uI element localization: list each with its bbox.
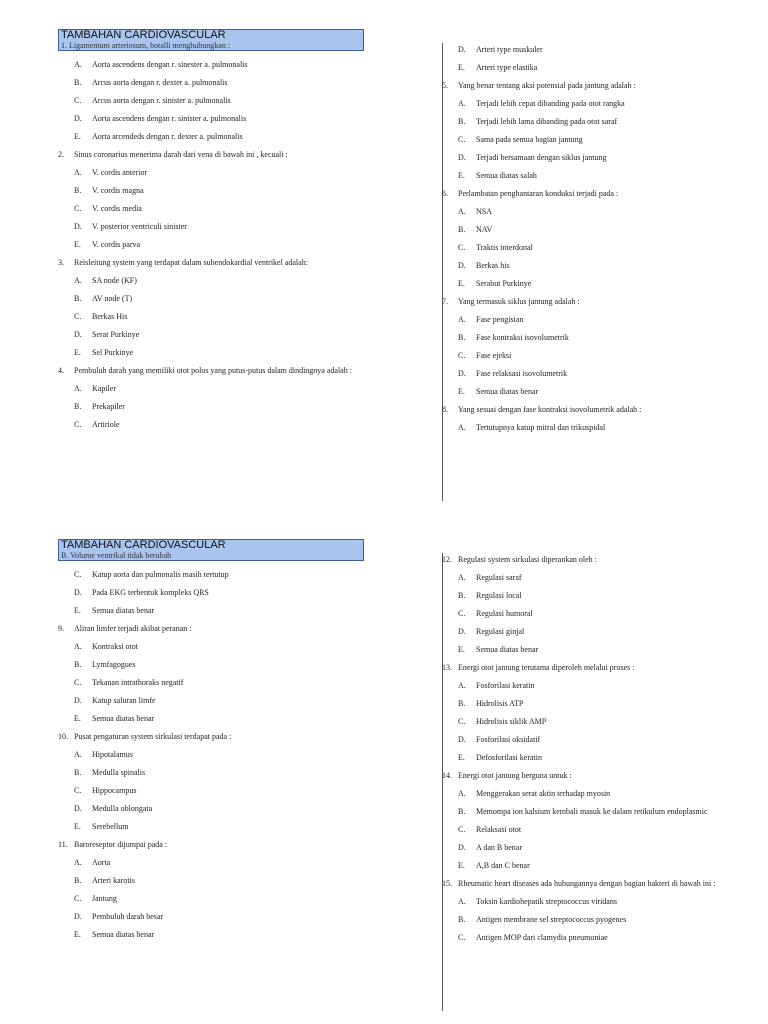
question-number: 10. [58, 732, 68, 741]
question-text: Energi otot jantung berguna untuk : [458, 771, 572, 780]
option-text: V. cordis media [92, 204, 142, 213]
option-text: Arteri type muskuler [476, 45, 543, 54]
option-text: Sel Purkinye [92, 348, 134, 357]
option-letter: B. [74, 768, 82, 777]
question-text: Pusat pengaturan system sirkulasi terdapat pada : [74, 732, 232, 741]
option-text: Fosforilasi oksidatif [476, 735, 541, 744]
question-text: Yang benar tentang aksi potensial pada jantung adalah : [458, 81, 636, 90]
question-text: Baroreseptor dijumpai pada : [74, 840, 168, 849]
answer-option [442, 803, 762, 821]
option-letter: A. [74, 858, 82, 867]
question-stem [442, 401, 762, 419]
option-text: Antigen MOP dari clamydia pneumoniae [476, 933, 608, 942]
answer-option [58, 566, 378, 584]
option-letter: C. [74, 894, 82, 903]
option-text: Berkas his [476, 261, 510, 270]
answer-option [58, 692, 378, 710]
option-letter: A. [458, 573, 466, 582]
option-letter: C. [74, 204, 82, 213]
option-text: Serat Purkinye [92, 330, 140, 339]
answer-option [58, 416, 378, 434]
answer-option [58, 272, 378, 290]
option-text: Pada EKG terbentuk kompleks QRS [92, 588, 209, 597]
answer-option [58, 236, 378, 254]
option-text: Tekanan intrathoraks negatif [92, 678, 184, 687]
option-letter: A. [74, 60, 82, 69]
option-letter: A. [458, 423, 466, 432]
option-letter: D. [74, 696, 82, 705]
option-text: Regulasi humoral [476, 609, 533, 618]
answer-option [442, 311, 762, 329]
answer-option [58, 872, 378, 890]
option-text: Arteri type elastika [476, 63, 538, 72]
answer-option [442, 695, 762, 713]
question-text: Rheumatic heart diseases ada hubungannya dengan bagian bakteri di bawah ini : [458, 879, 716, 888]
answer-option [442, 95, 762, 113]
left-column [58, 56, 378, 434]
option-text: Semua diatas benar [476, 387, 539, 396]
answer-option [442, 605, 762, 623]
option-letter: D. [458, 735, 466, 744]
question-stem [442, 875, 762, 893]
option-letter: D. [458, 627, 466, 636]
answer-option [442, 749, 762, 767]
question-stem [442, 659, 762, 677]
answer-option [58, 602, 378, 620]
answer-option [58, 710, 378, 728]
option-text: Kapiler [92, 384, 116, 393]
answer-option [442, 893, 762, 911]
option-text: Sama pada semua bagian jantung [476, 135, 583, 144]
answer-option [442, 167, 762, 185]
option-text: SA node (KF) [92, 276, 137, 285]
option-text: A dan B benar [476, 843, 522, 852]
question-stem [58, 146, 378, 164]
option-letter: C. [458, 609, 466, 618]
answer-option [58, 380, 378, 398]
question-stem [442, 767, 762, 785]
answer-option [58, 638, 378, 656]
option-letter: B. [458, 225, 466, 234]
option-letter: B. [74, 402, 82, 411]
answer-option [442, 713, 762, 731]
question-number: 2. [58, 150, 64, 159]
question-text: Reisleitung system yang terdapat dalam subendokardial ventrikel adalah: [74, 258, 308, 267]
answer-option [442, 911, 762, 929]
answer-option [442, 239, 762, 257]
option-letter: E. [74, 606, 81, 615]
option-letter: C. [74, 570, 82, 579]
answer-option [442, 347, 762, 365]
option-text: Hidrolisis ATP [476, 699, 524, 708]
option-letter: A. [458, 207, 466, 216]
option-letter: B. [74, 186, 82, 195]
option-text: Menggerakan serat aktin terhadap myosin [476, 789, 611, 798]
option-letter: A. [458, 315, 466, 324]
option-letter: B. [74, 876, 82, 885]
right-column [442, 551, 762, 947]
option-letter: B. [458, 915, 466, 924]
question-number: 7. [442, 297, 448, 306]
question-stem [442, 551, 762, 569]
question-text: Sinus coronarius menerima darah dari vena di bawah ini , kecuali : [74, 150, 288, 159]
question-stem [58, 362, 378, 380]
question-text: Regulasi system sirkulasi diperankan oleh : [458, 555, 597, 564]
question-text: Aliran limfer terjadi akibat peranan : [74, 624, 192, 633]
option-letter: D. [74, 588, 82, 597]
question-stem [442, 77, 762, 95]
option-letter: C. [458, 351, 466, 360]
option-letter: D. [74, 222, 82, 231]
question-stem [58, 620, 378, 638]
option-letter: C. [458, 825, 466, 834]
option-text: Arcus aorta dengan r. sinister a. pulmonalis [92, 96, 231, 105]
option-letter: C. [458, 717, 466, 726]
option-letter: E. [458, 387, 465, 396]
option-letter: A. [74, 642, 82, 651]
option-letter: D. [458, 153, 466, 162]
question-number: 4. [58, 366, 64, 375]
page-title-box [58, 29, 364, 51]
answer-option [58, 110, 378, 128]
option-text: Serebellum [92, 822, 129, 831]
answer-option [442, 59, 762, 77]
option-text: Fase pengisian [476, 315, 524, 324]
answer-option [442, 857, 762, 875]
answer-option [442, 131, 762, 149]
answer-option [58, 656, 378, 674]
question-stem [58, 254, 378, 272]
answer-option [58, 182, 378, 200]
option-text: Terjadi lebih cepat dibanding pada otot rangka [476, 99, 625, 108]
option-letter: D. [458, 369, 466, 378]
question-number: 9. [58, 624, 64, 633]
answer-option [442, 641, 762, 659]
option-text: Aorta arcendeds dengan r. dexter a. pulmonalis [92, 132, 243, 141]
option-letter: A. [458, 897, 466, 906]
option-letter: E. [458, 63, 465, 72]
option-text: Hipotalamus [92, 750, 133, 759]
option-text: Berkas His [92, 312, 128, 321]
answer-option [442, 569, 762, 587]
option-text: Regulasi local [476, 591, 522, 600]
answer-option [58, 92, 378, 110]
answer-option [442, 587, 762, 605]
option-letter: D. [458, 261, 466, 270]
option-letter: B. [458, 807, 466, 816]
option-letter: D. [74, 804, 82, 813]
answer-option [442, 41, 762, 59]
option-letter: C. [458, 243, 466, 252]
option-text: Hippocampus [92, 786, 137, 795]
option-text: Kontraksi otot [92, 642, 138, 651]
answer-option [442, 221, 762, 239]
left-column [58, 566, 378, 944]
answer-option [58, 164, 378, 182]
page-title: TAMBAHAN CARDIOVASCULAR [61, 539, 226, 551]
option-text: Semua diatas salah [476, 171, 537, 180]
option-text: Katup aorta dan pulmonalis masih tertutup [92, 570, 229, 579]
answer-option [442, 785, 762, 803]
answer-option [442, 419, 762, 437]
option-letter: D. [458, 843, 466, 852]
question-text: Yang sesuai dengan fase kontraksi isovolumetrik adalah : [458, 405, 642, 414]
question-number: 14. [442, 771, 452, 780]
option-letter: B. [458, 591, 466, 600]
option-letter: B. [74, 294, 82, 303]
answer-option [58, 782, 378, 800]
answer-option [58, 746, 378, 764]
option-letter: E. [74, 348, 81, 357]
answer-option [58, 218, 378, 236]
question-number: 5. [442, 81, 448, 90]
option-text: NAV [476, 225, 493, 234]
option-letter: A. [74, 384, 82, 393]
question-number: 8. [442, 405, 448, 414]
answer-option [58, 764, 378, 782]
option-text: Jantung [92, 894, 117, 903]
option-letter: E. [458, 279, 465, 288]
option-letter: A. [458, 789, 466, 798]
option-letter: E. [458, 753, 465, 762]
option-text: Arcus aorta dengan r. dexter a. pulmonalis [92, 78, 228, 87]
option-letter: A. [74, 276, 82, 285]
option-letter: E. [458, 645, 465, 654]
option-text: Semua diatas benar [92, 930, 155, 939]
option-letter: E. [74, 822, 81, 831]
title-overflow-text: 1. Ligamentum arteriosum, botalli menghubungkan : [61, 41, 231, 50]
option-text: Defosforilasi keratin [476, 753, 542, 762]
option-text: V. posterior ventriculi sinister [92, 222, 187, 231]
answer-option [58, 128, 378, 146]
option-text: V. cordis anterior [92, 168, 148, 177]
question-stem [442, 293, 762, 311]
option-text: V. cordis parva [92, 240, 141, 249]
answer-option [442, 365, 762, 383]
right-column [442, 41, 762, 437]
question-number: 3. [58, 258, 64, 267]
answer-option [442, 929, 762, 947]
answer-option [58, 674, 378, 692]
answer-option [58, 308, 378, 326]
option-text: Lymfagogues [92, 660, 136, 669]
question-number: 13. [442, 663, 452, 672]
option-text: Toksin kardiohepatik streptococcus viridans [476, 897, 617, 906]
option-letter: D. [74, 330, 82, 339]
option-letter: E. [458, 171, 465, 180]
option-letter: C. [74, 96, 82, 105]
option-text: Arteri karotis [92, 876, 135, 885]
option-letter: E. [74, 714, 81, 723]
option-letter: B. [458, 699, 466, 708]
option-letter: D. [74, 912, 82, 921]
option-text: Fase relaksasi isovolumetrik [476, 369, 568, 378]
option-letter: E. [74, 930, 81, 939]
question-stem [442, 185, 762, 203]
answer-option [58, 326, 378, 344]
page-title: TAMBAHAN CARDIOVASCULAR [61, 29, 226, 41]
option-letter: D. [458, 45, 466, 54]
question-number: 6. [442, 189, 448, 198]
option-letter: D. [74, 114, 82, 123]
option-letter: C. [74, 678, 82, 687]
answer-option [442, 821, 762, 839]
option-letter: E. [74, 132, 81, 141]
option-letter: C. [458, 135, 466, 144]
option-text: Antigen membrane sel streptococcus pyogenes [476, 915, 627, 924]
answer-option [442, 677, 762, 695]
answer-option [58, 818, 378, 836]
option-letter: B. [458, 333, 466, 342]
option-text: Semua diatas benar [476, 645, 539, 654]
question-number: 12. [442, 555, 452, 564]
answer-option [58, 926, 378, 944]
question-stem [58, 728, 378, 746]
option-text: Regulasi saraf [476, 573, 522, 582]
option-text: Regulasi ginjal [476, 627, 525, 636]
option-letter: B. [458, 117, 466, 126]
option-letter: A. [74, 168, 82, 177]
question-text: Pembuluh darah yang memiliki otot polos yang putus-putus dalam dindingnya adalah : [74, 366, 352, 375]
option-letter: C. [458, 933, 466, 942]
question-text: Perlambatan penghantaran konduksi terjadi pada : [458, 189, 619, 198]
answer-option [442, 383, 762, 401]
option-letter: B. [74, 660, 82, 669]
option-text: Fase ejeksi [476, 351, 512, 360]
title-overflow-text: B. Volume ventrikal tidak berubah [61, 551, 172, 560]
option-text: Aorta [92, 858, 111, 867]
option-text: Relaksasi otot [476, 825, 522, 834]
answer-option [58, 56, 378, 74]
question-number: 11. [58, 840, 68, 849]
answer-option [442, 623, 762, 641]
option-text: A,B dan C benar [476, 861, 530, 870]
option-letter: C. [74, 420, 82, 429]
option-text: Prekapiler [92, 402, 125, 411]
option-text: Medulla spinalis [92, 768, 146, 777]
option-text: Pembuluh darah besar [92, 912, 164, 921]
answer-option [58, 800, 378, 818]
option-letter: C. [74, 786, 82, 795]
answer-option [442, 275, 762, 293]
option-text: Semua diatas benar [92, 606, 155, 615]
option-letter: E. [458, 861, 465, 870]
option-letter: B. [74, 78, 82, 87]
answer-option [58, 398, 378, 416]
option-letter: A. [458, 99, 466, 108]
question-number: 15. [442, 879, 452, 888]
quiz-page-2 [0, 510, 768, 1010]
option-text: Memompa ion kalsium kembali masuk ke dalam retikulum endoplasmic [476, 807, 708, 816]
quiz-page-1 [0, 0, 768, 500]
option-text: Traktis interdonal [476, 243, 533, 252]
option-text: NSA [476, 207, 493, 216]
option-text: Hidrolisis siklik AMP [476, 717, 547, 726]
option-text: Serabut Purkinye [476, 279, 532, 288]
page-title-box [58, 539, 364, 561]
answer-option [58, 290, 378, 308]
answer-option [442, 149, 762, 167]
option-text: Tertutupnya katup mitral dan trikuspidal [476, 423, 606, 432]
answer-option [58, 908, 378, 926]
question-text: Yang termasuk siklus jantung adalah : [458, 297, 580, 306]
answer-option [442, 203, 762, 221]
option-text: Fase kontraksi isovolumetrik [476, 333, 569, 342]
option-text: AV node (T) [92, 294, 133, 303]
answer-option [442, 329, 762, 347]
option-text: Semua diatas benar [92, 714, 155, 723]
option-text: Artiriole [92, 420, 120, 429]
answer-option [442, 257, 762, 275]
option-text: Aorta ascendens dengan r. sinester a. pulmonalis [92, 60, 248, 69]
answer-option [442, 731, 762, 749]
answer-option [442, 113, 762, 131]
answer-option [58, 584, 378, 602]
option-text: Medulla oblongata [92, 804, 153, 813]
option-letter: A. [458, 681, 466, 690]
answer-option [58, 74, 378, 92]
option-text: Terjadi bersamaan dengan siklus jantung [476, 153, 607, 162]
option-text: Terjadi lebih lama dibanding pada otot saraf [476, 117, 618, 126]
question-text: Energi otot jantung terutama diperoleh melalui proses : [458, 663, 635, 672]
option-letter: C. [74, 312, 82, 321]
answer-option [58, 890, 378, 908]
option-letter: A. [74, 750, 82, 759]
option-letter: E. [74, 240, 81, 249]
answer-option [58, 854, 378, 872]
option-text: Katup saluran limfe [92, 696, 156, 705]
option-text: Aorta ascendens dengan r. sinister a. pulmonalis [92, 114, 247, 123]
question-stem [58, 836, 378, 854]
option-text: Fosforilasi keratin [476, 681, 535, 690]
option-text: V. cordis magna [92, 186, 144, 195]
answer-option [58, 200, 378, 218]
answer-option [442, 839, 762, 857]
answer-option [58, 344, 378, 362]
